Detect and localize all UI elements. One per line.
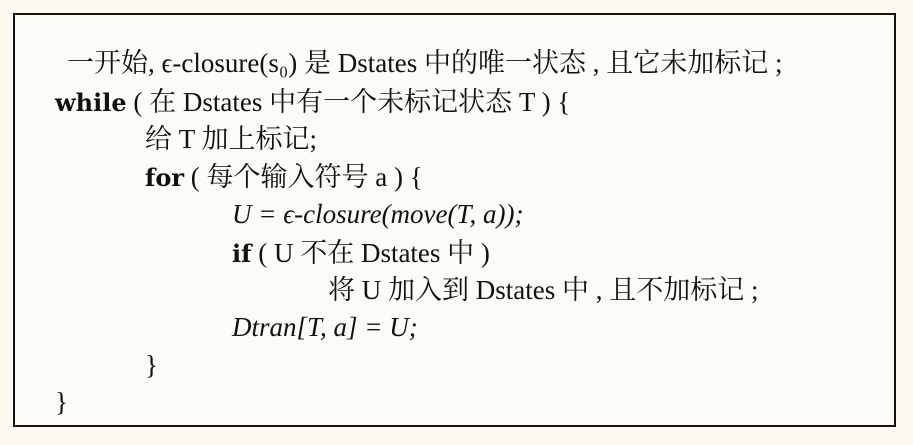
algorithm-line-for <box>145 161 423 194</box>
while-closing-brace: } <box>55 387 68 417</box>
algorithm-line-add: 将 U 加入到 Dstates 中 , 且不加标记 ; <box>328 275 759 305</box>
for-keyword: for <box>145 163 184 192</box>
algorithm-line-if <box>232 237 490 270</box>
algorithm-line-dtran: Dtran[T, a] = U; <box>232 312 418 342</box>
while-condition: ( 在 Dstates 中有一个未标记状态 T ) { <box>126 87 571 117</box>
algorithm-line-while <box>55 86 570 119</box>
while-keyword: while <box>55 88 127 117</box>
for-closing-brace: } <box>145 350 158 380</box>
algorithm-box <box>13 13 896 427</box>
algorithm-line-mark: 给 T 加上标记; <box>145 124 318 154</box>
for-condition: ( 每个输入符号 a ) { <box>183 162 423 192</box>
if-condition: ( U 不在 Dstates 中 ) <box>251 238 490 268</box>
algorithm-line-closure: U = ϵ-closure(move(T, a)); <box>232 199 524 229</box>
algorithm-line-init: 一开始, ϵ-closure(s₀) 是 Dstates 中的唯一状态 , 且它未加标记 ; <box>67 48 783 78</box>
if-keyword: if <box>232 239 252 268</box>
